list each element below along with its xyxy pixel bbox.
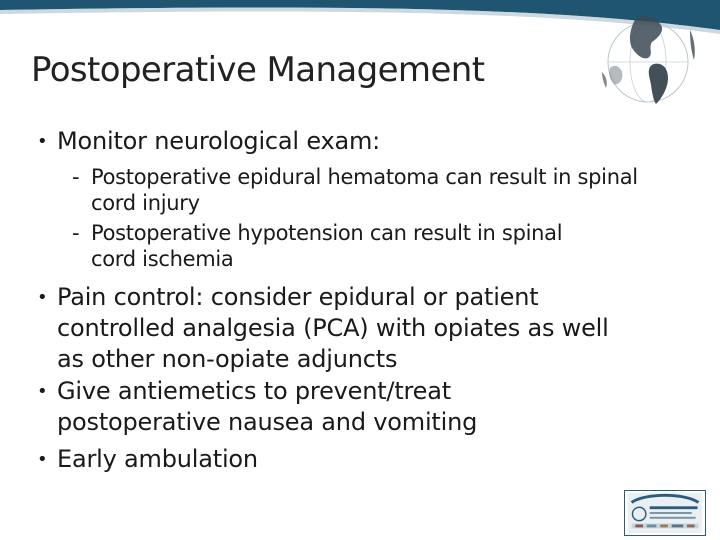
bullet-icon: • [37,131,48,152]
bullet-text: Pain control: consider epidural or patient controlled analgesia (PCA) with opiates as well as other non-opiate adjuncts [57,283,609,373]
bullet-item [37,126,380,157]
sub-bullet-text: Postoperative hypotension can result in spinal cord ischemia [91,221,563,271]
bullet-item [37,444,258,475]
organization-logo [624,490,706,536]
bullet-text: Monitor neurological exam: [57,127,381,155]
sub-bullet-item [72,220,612,272]
bullet-text: Early ambulation [57,445,258,473]
bullet-item [37,282,637,375]
sub-bullet-item [72,164,672,216]
bullet-icon: • [37,381,48,402]
bullet-text: Give antiemetics to prevent/treat postoperative nausea and vomiting [57,377,478,436]
bullet-item [37,376,557,438]
bullet-icon: • [37,449,48,470]
dash-icon: - [72,165,80,189]
sub-bullet-text: Postoperative epidural hematoma can result in spinal cord injury [91,165,638,215]
page-title: Postoperative Management [31,50,485,90]
dash-icon: - [72,221,80,245]
bullet-icon: • [37,287,48,308]
